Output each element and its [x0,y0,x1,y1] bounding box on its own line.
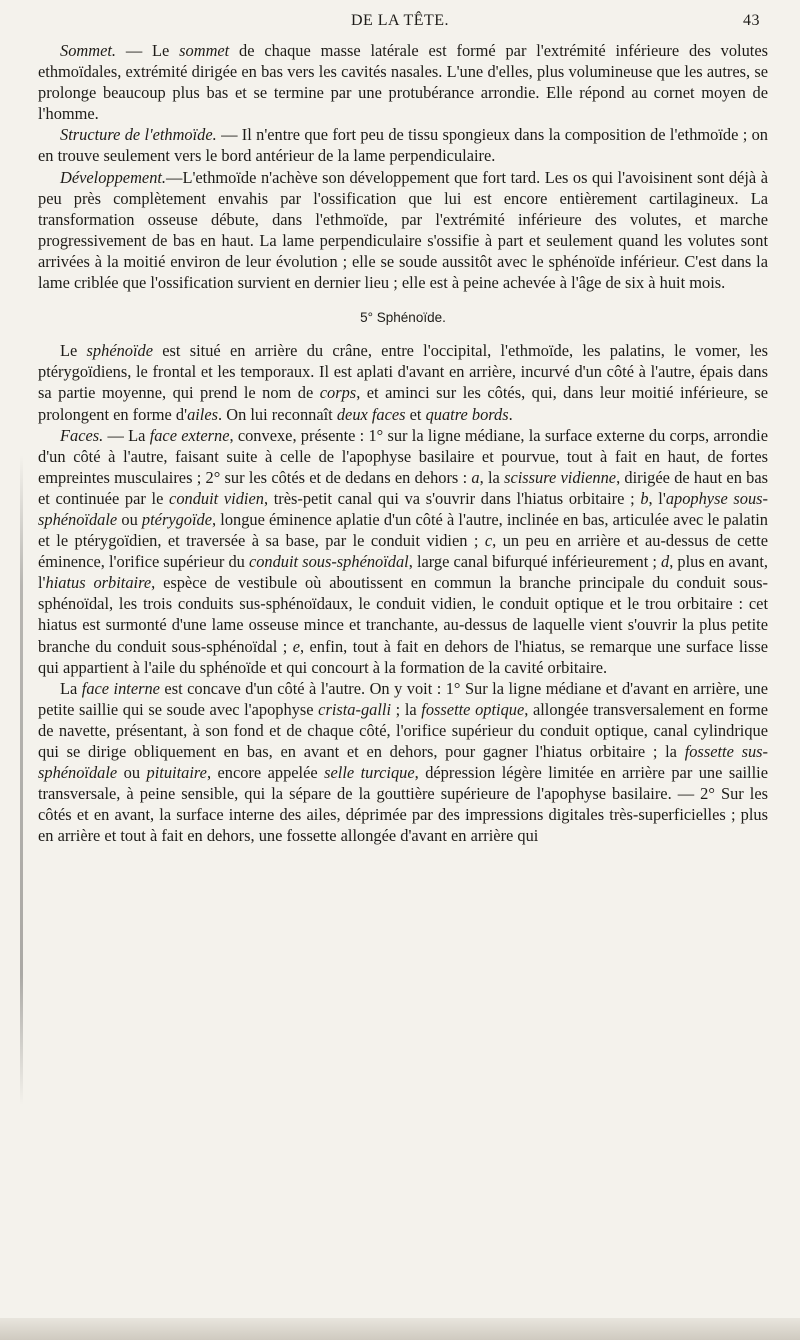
text-run: . On lui reconnaît [218,404,337,424]
text-run: . [508,404,513,424]
text-run: — Le [116,41,180,60]
term: sphénoïde [86,341,154,361]
text-run: , très-petit canal qui va s'ouvrir dans l'hiatus orbitaire ; [263,488,641,508]
text-run: et [405,404,426,424]
text-run: La [60,678,82,698]
term: selle turcique [324,763,415,783]
paragraph-developpement [38,167,768,294]
term: hiatus orbitaire [45,573,152,593]
term: conduit sous-sphénoïdal [248,552,409,572]
section-title: 5° Sphénoïde. [360,310,446,326]
term: ptérygoïde [141,509,213,529]
running-head: DE LA TÊTE. [350,12,450,29]
text-run: , enfin, tout à fait en dehors de l'hiatus, se remarque une surface lisse qui appartient à l'aile du sphénoïde et qui concourt à la formation de la cavité orbitaire. [38,636,768,677]
term: fossette optique [421,699,525,719]
text-run: , convexe, présente : 1° sur la ligne médiane, la surface externe du corps, arrondie d'un côté à l'autre, faisant suite à celle de l'apophyse basilaire et pourvue, tout à fait en haut, de fortes empreintes musculaires ; 2° sur les côtés et de dedans en dehors : [38,425,768,487]
term: face interne [81,678,160,698]
term: ailes [187,404,219,424]
text-run: , longue éminence aplatie d'un côté à l'autre, inclinée en bas, articulée avec le palatin et le ptérygoïdien, et traversée à sa base, par le conduit vidien ; [38,509,768,551]
text-run: Le [60,341,87,361]
term: quatre bords [425,404,509,424]
term: scissure vidienne [504,467,617,487]
text-run: , l' [648,488,666,508]
term: sommet [179,41,230,60]
term: deux faces [336,404,406,424]
paragraph-sphenoide-intro [38,340,768,424]
text-run: ou [117,509,142,529]
term: fossette sus-sphénoïdale [38,742,768,783]
paragraph-label: Sommet. [60,41,116,60]
text-run: — Il n'entre que fort peu de tissu spongieux dans la composition de l'ethmoïde ; on en trouve seulement vers le bord antérieur de la lame perpendiculaire. [38,125,768,166]
text-run: , dépression légère limitée en arrière par une saillie transversale, à peine sensible, qui la sépare de la gouttière supérieure de l'apophyse basilaire. — 2° Sur les côtés et en avant, la surface interne des ailes, déprimée par des impressions digitales très-superficielles ; plus en arrière et tout à fait en dehors, une fossette allongée d'avant en arrière qui [38,763,768,846]
text-run: ; la [391,699,422,719]
marker: b [640,488,649,508]
text-run: , allongée transversalement en forme de navette, présentant, à son fond et de chaque côté, l'orifice supérieur du conduit optique, canal cylindrique qui se dirige obliquement en bas, en avant et en dehors, pour gagner l'hiatus orbitaire ; la [38,699,768,761]
text-run: , la [479,467,505,487]
text-run: — La [103,425,150,445]
text-run: , espèce de vestibule où aboutissent en commun la branche principale du conduit sous-sphénoïdal, les trois conduits sus-sphénoïdaux, le conduit vidien, le conduit optique et le trou orbitaire : cet hiatus est surmonté d'une lame osseuse mince et tranchante, au-dessus de laquelle vient s'ouvrir la plus petite branche du conduit sous-sphénoïdal ; [38,573,769,656]
page-number: 43 [743,12,760,29]
text-run: , un peu en arrière et au-dessus de cette éminence, l'orifice supérieur du [38,531,769,572]
text-run: , encore appelée [206,763,325,783]
text-run: , et aminci sur les côtés, qui, dans leur moitié inférieure, se prolongent en forme d' [38,383,768,424]
marker: d [661,552,670,572]
term: apophyse sous-sphénoïdale [38,488,769,529]
paragraph-sommet [38,40,768,124]
marker: a [471,467,480,487]
marker: e [292,636,300,656]
term: conduit vidien [169,488,264,508]
paragraph-faces [38,425,768,678]
paragraph-label: Développement. [60,167,167,187]
paragraph-label: Structure de l'ethmoïde. [60,125,217,145]
marker: c [484,531,493,551]
text-run: est concave d'un côté à l'autre. On y voit : 1° Sur la ligne médiane et d'avant en arrière, une petite saillie qui se soude avec l'apophyse [38,678,769,719]
page-header [0,8,800,36]
term: face externe [149,425,230,445]
text-run: , large canal bifurqué inférieurement ; [408,552,662,572]
text-run: est situé en arrière du crâne, entre l'occipital, l'ethmoïde, les palatins, le vomer, les ptérygoïdiens, le frontal et les temporaux. Il est aplati d'avant en arrière, incurvé d'un côté à l'autre, épais dans sa partie moyenne, qui prend le nom de [38,341,768,403]
page-margin-shadow [20,455,23,1105]
paragraph-face-interne [38,678,768,847]
term: crista-galli [318,699,392,719]
text-run: —L'ethmoïde n'achève son développement que fort tard. Les os qui l'avoisinent sont déjà à peu près complètement envahis par l'ossification que lui est encore entièrement cartilagineux. La transformation osseuse débute, dans l'ethmoïde, par l'extrémité inférieure des volutes, et marche progressivement de bas en haut. La lame perpendiculaire s'ossifie à part et seulement quand les volutes sont arrivées à la moitié environ de leur évolution ; elle se soude aussitôt avec le sphénoïde inférieur. C'est dans la lame criblée que l'ossification survient en dernier lieu ; elle est à peine achevée à l'âge de six à huit mois. [38,167,768,293]
page-bottom-edge [0,1318,800,1340]
text-run: ou [117,763,147,783]
paragraph-structure [38,124,768,166]
term: corps [319,383,357,403]
page-body [38,40,768,846]
text-run: , dirigée de haut en bas et continuée par le [38,467,768,508]
term: pituitaire [146,763,207,783]
text-run: , plus en avant, l' [38,552,769,593]
text-run: de chaque masse latérale est formé par l'extrémité inférieure des volutes ethmoïdales, extrémité dirigée en bas vers les cavités nasales. L'une d'elles, plus volumineuse que les autres, se prolonge beaucoup plus bas et se termine par une protubérance arrondie. Elle répond au cornet moyen de l'homme. [38,41,768,124]
paragraph-label: Faces. [60,425,104,445]
